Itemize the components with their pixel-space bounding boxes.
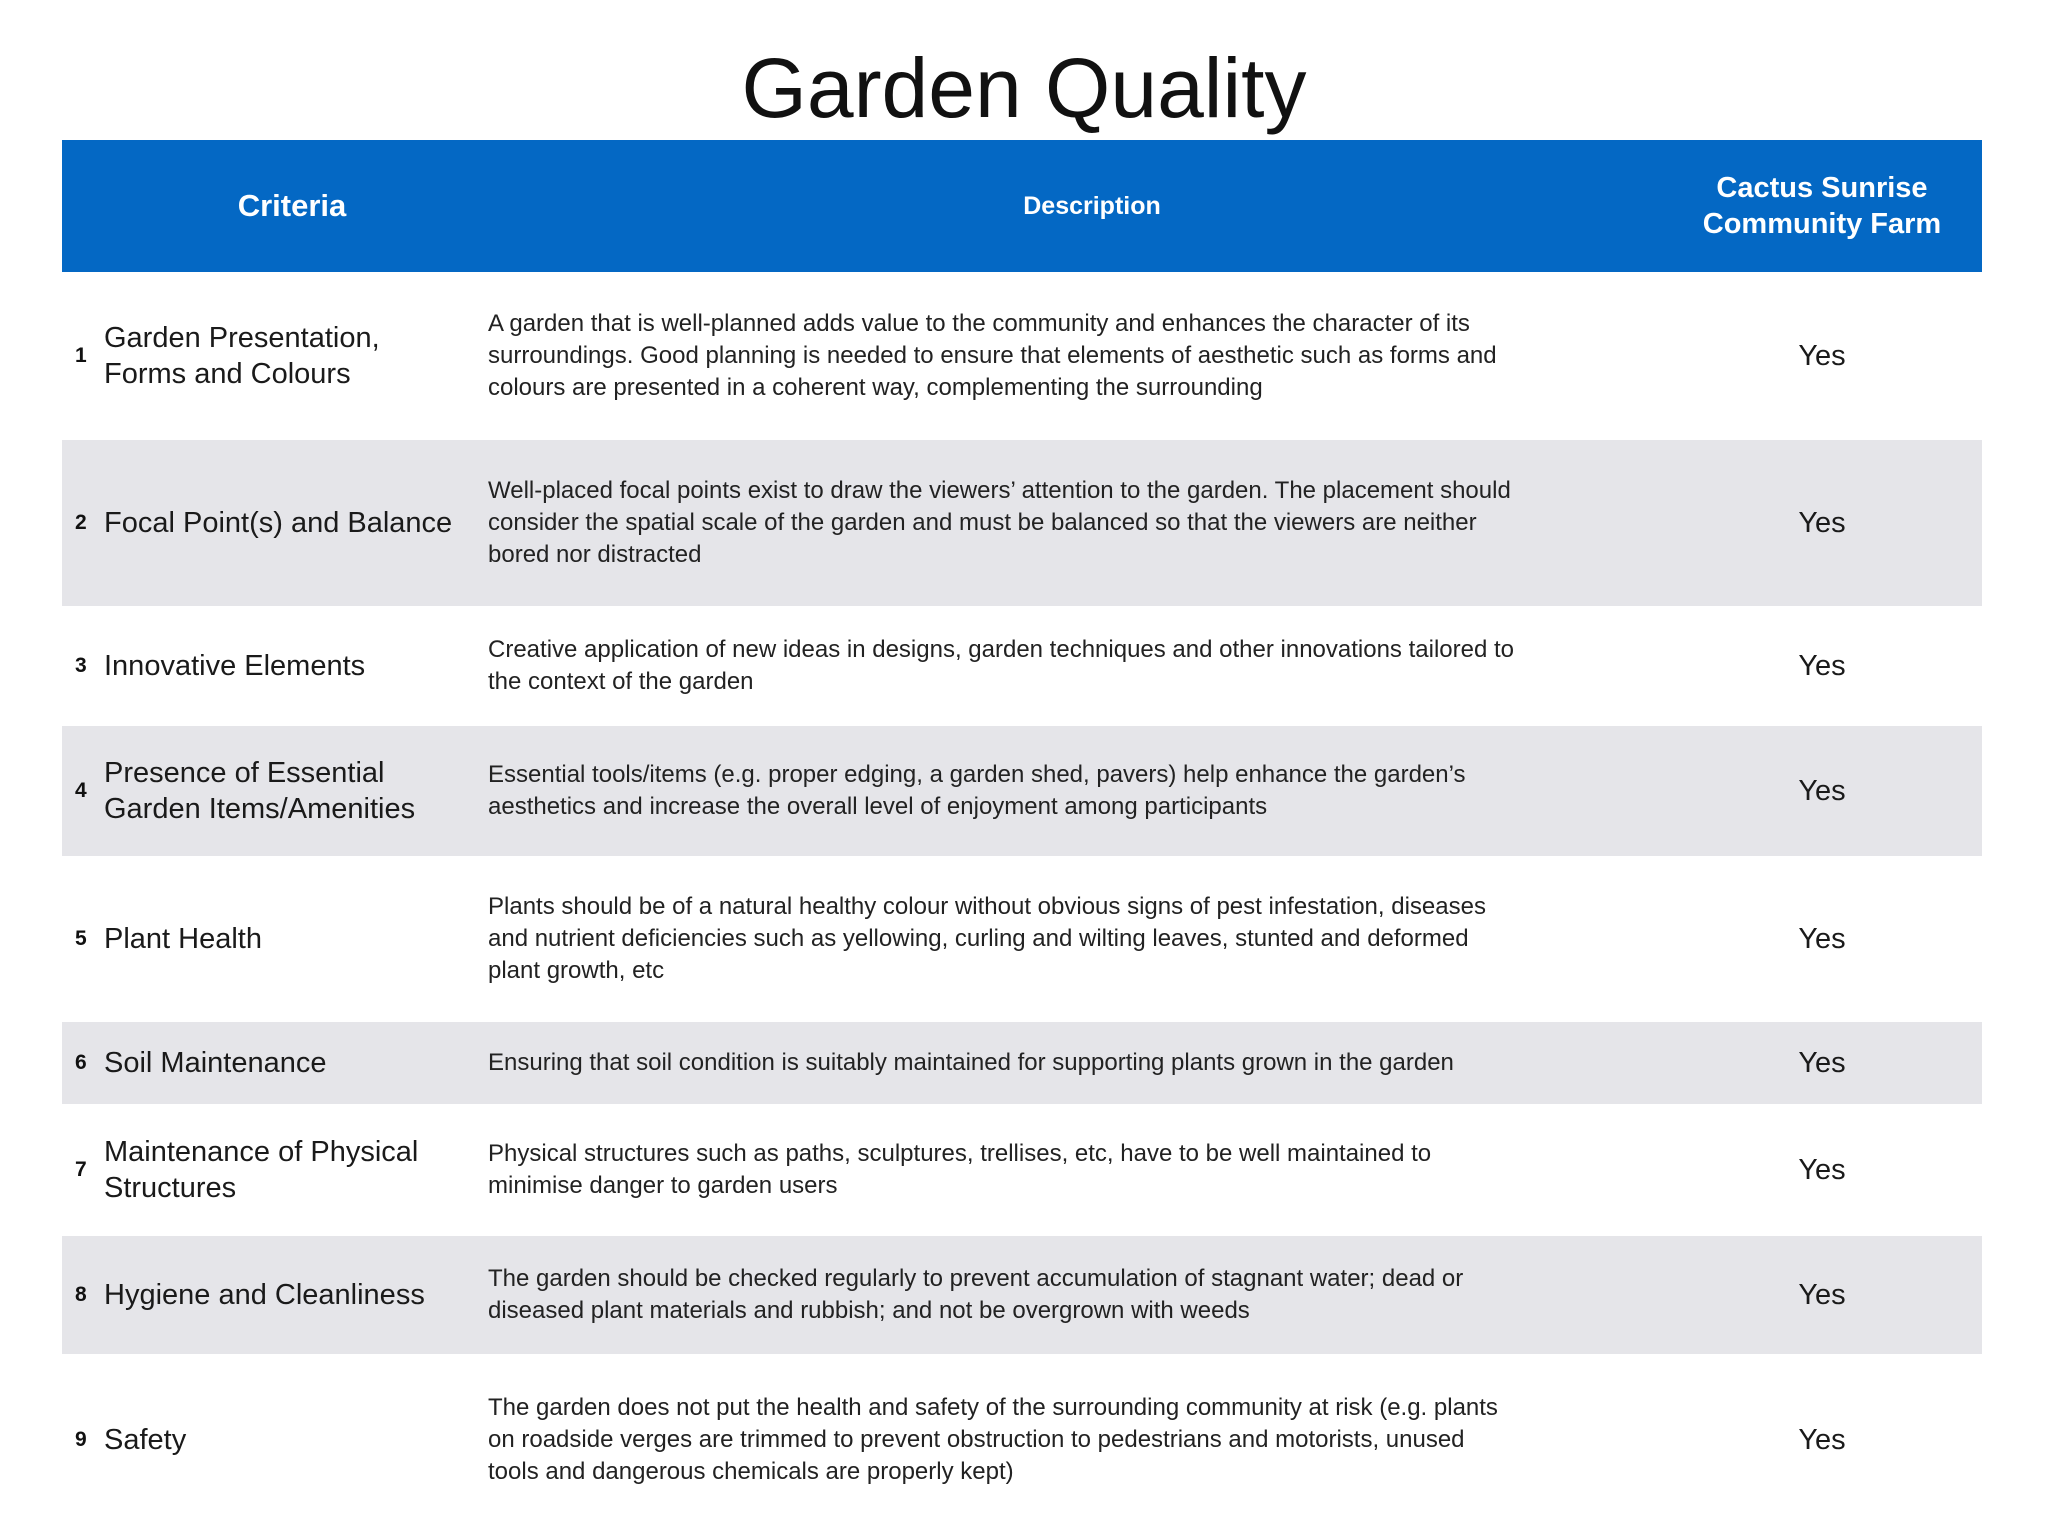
criteria-cell (104, 648, 488, 684)
description-cell (488, 1138, 1662, 1202)
criteria-line: Focal Point(s) and Balance (104, 507, 453, 539)
farm-column-header (1662, 170, 1982, 242)
description-line: surroundings. Good planning is needed to ensure that elements of aesthetic such as forms and (488, 342, 1497, 369)
row-number: 9 (75, 1428, 87, 1451)
description-line: and nutrient deficiencies such as yellowing, curling and wilting leaves, stunted and deformed (488, 925, 1469, 952)
description-line: on roadside verges are trimmed to prevent obstruction to pedestrians and motorists, unused (488, 1426, 1465, 1453)
criteria-line: Structures (104, 1172, 237, 1204)
description-line: A garden that is well-planned adds value to the community and enhances the character of its (488, 310, 1470, 337)
criteria-line: Garden Items/Amenities (104, 793, 416, 825)
description-line: Well-placed focal points exist to draw the viewers’ attention to the garden. The placement should (488, 477, 1511, 504)
row-number: 2 (75, 511, 87, 534)
description-line: diseased plant materials and rubbish; and not be overgrown with weeds (488, 1297, 1250, 1324)
description-cell (488, 1047, 1662, 1079)
farm-value-cell: Yes (1798, 1046, 1846, 1079)
description-line: consider the spatial scale of the garden and must be balanced so that the viewers are neither (488, 509, 1477, 536)
criteria-cell (104, 320, 488, 392)
description-line: The garden does not put the health and safety of the surrounding community at risk (e.g. plants (488, 1394, 1498, 1421)
farm-value-cell: Yes (1798, 922, 1846, 955)
description-cell (488, 475, 1662, 571)
criteria-line: Presence of Essential (104, 757, 385, 789)
farm-value-cell: Yes (1798, 1423, 1846, 1456)
description-line: plant growth, etc (488, 957, 665, 984)
farm-value-cell: Yes (1798, 649, 1846, 682)
table-row (62, 856, 1982, 1022)
table-row (62, 1236, 1982, 1354)
criteria-line: Maintenance of Physical (104, 1136, 419, 1168)
farm-value-cell: Yes (1798, 1278, 1846, 1311)
description-line: bored nor distracted (488, 541, 702, 568)
row-number: 7 (75, 1158, 87, 1181)
row-number: 4 (75, 779, 87, 802)
row-number: 5 (75, 927, 87, 950)
farm-value-cell: Yes (1798, 1153, 1846, 1186)
farm-header-line-2: Community Farm (1702, 208, 1942, 240)
criteria-line: Plant Health (104, 923, 262, 955)
description-line: colours are presented in a coherent way, complementing the surrounding (488, 374, 1263, 401)
farm-header-line-1: Cactus Sunrise (1716, 172, 1928, 204)
row-number: 1 (75, 344, 87, 367)
criteria-line: Hygiene and Cleanliness (104, 1279, 425, 1311)
row-number: 8 (75, 1283, 87, 1306)
table-row (62, 1104, 1982, 1236)
farm-value-cell: Yes (1798, 339, 1846, 372)
description-line: the context of the garden (488, 668, 754, 695)
criteria-line: Garden Presentation, (104, 322, 380, 354)
criteria-cell (104, 1134, 488, 1206)
table-row (62, 1022, 1982, 1104)
row-number: 6 (75, 1051, 87, 1074)
page-title: Garden Quality (741, 41, 1307, 135)
criteria-cell (104, 505, 488, 541)
criteria-cell (104, 1277, 488, 1313)
description-line: tools and dangerous chemicals are properly kept) (488, 1458, 1014, 1485)
criteria-line: Innovative Elements (104, 650, 366, 682)
farm-value-cell: Yes (1798, 774, 1846, 807)
row-number: 3 (75, 654, 87, 677)
criteria-cell (104, 921, 488, 957)
farm-value-cell: Yes (1798, 506, 1846, 539)
criteria-line: Forms and Colours (104, 358, 351, 390)
description-line: Essential tools/items (e.g. proper edging, a garden shed, pavers) help enhance the garden’s (488, 761, 1466, 788)
table-row (62, 606, 1982, 726)
criteria-line: Safety (104, 1424, 187, 1456)
description-line: Plants should be of a natural healthy colour without obvious signs of pest infestation, diseases (488, 893, 1486, 920)
description-line: Creative application of new ideas in designs, garden techniques and other innovations tailored to (488, 636, 1514, 663)
table-row (62, 272, 1982, 440)
description-line: Ensuring that soil condition is suitably maintained for supporting plants grown in the garden (488, 1049, 1454, 1076)
garden-quality-table (62, 140, 1982, 1526)
criteria-cell (104, 1045, 488, 1081)
criteria-cell (104, 755, 488, 827)
description-cell (488, 1392, 1662, 1488)
table-row (62, 440, 1982, 606)
description-line: The garden should be checked regularly to prevent accumulation of stagnant water; dead or (488, 1265, 1464, 1292)
description-cell (488, 1263, 1662, 1327)
table-row (62, 726, 1982, 856)
description-cell (488, 634, 1662, 698)
description-line: minimise danger to garden users (488, 1172, 838, 1199)
description-cell (488, 308, 1662, 404)
criteria-cell (104, 1422, 488, 1458)
criteria-line: Soil Maintenance (104, 1047, 327, 1079)
description-cell (488, 891, 1662, 987)
description-column-header: Description (1023, 191, 1161, 220)
description-cell (488, 759, 1662, 823)
description-line: aesthetics and increase the overall level of enjoyment among participants (488, 793, 1268, 820)
table-header (62, 140, 1982, 272)
criteria-column-header: Criteria (237, 188, 347, 223)
table-row (62, 1354, 1982, 1526)
description-line: Physical structures such as paths, sculptures, trellises, etc, have to be well maintained to (488, 1140, 1432, 1167)
